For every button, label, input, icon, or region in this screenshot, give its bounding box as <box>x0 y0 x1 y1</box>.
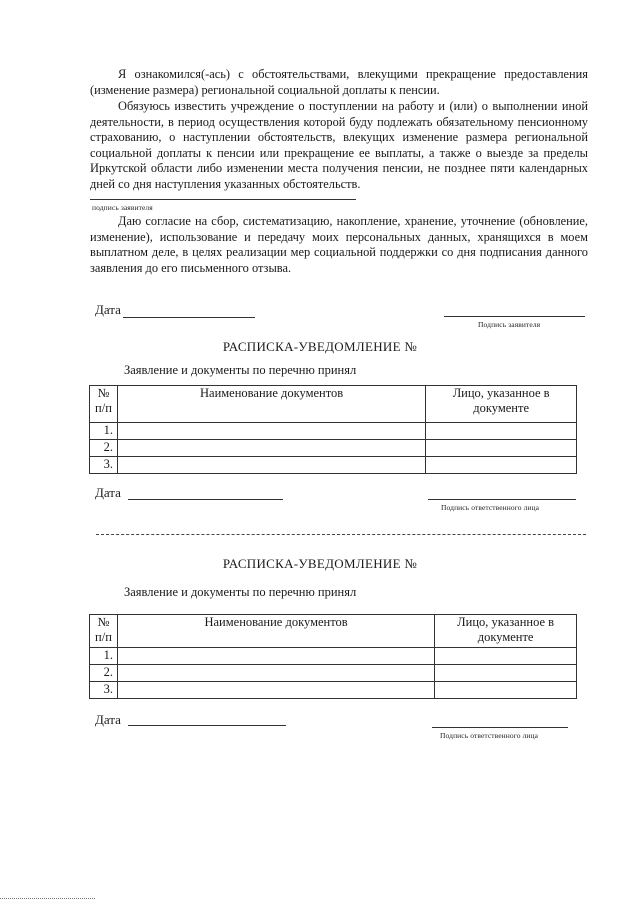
table-row <box>90 665 577 682</box>
person-cell[interactable] <box>435 682 577 699</box>
footnote-line <box>0 898 95 899</box>
document-name-cell[interactable] <box>117 682 434 699</box>
table-row <box>90 682 577 699</box>
documents-table <box>89 614 577 699</box>
table-row <box>90 423 577 440</box>
responsible-signature-field[interactable] <box>428 499 576 500</box>
person-cell[interactable] <box>435 648 577 665</box>
row-number: 2. <box>90 665 118 682</box>
row-number: 1. <box>90 423 118 440</box>
responsible-signature-label: Подпись ответственного лица <box>440 731 539 740</box>
order-abbr: п/п <box>95 401 112 415</box>
document-name-cell[interactable] <box>117 423 425 440</box>
cut-line <box>96 534 586 535</box>
date-field[interactable] <box>128 499 283 500</box>
document-name-cell[interactable] <box>117 457 425 474</box>
column-header-number <box>90 386 118 423</box>
number-sign: № <box>97 615 110 629</box>
documents-table <box>89 385 577 474</box>
acknowledgement-paragraph: Я ознакомился(-ась) с обстоятельствами, влекущими прекращение предоставления (изменение размера) региональной социальной доплаты к пенсии. <box>90 67 588 97</box>
column-header-number <box>90 615 118 648</box>
applicant-signature-caption: подпись заявителя <box>92 203 153 212</box>
document-name-cell[interactable] <box>117 665 434 682</box>
accepted-text: Заявление и документы по перечню принял <box>124 585 357 599</box>
number-sign: № <box>97 386 110 400</box>
document-name-cell[interactable] <box>117 440 425 457</box>
document-name-cell[interactable] <box>117 648 434 665</box>
table-row <box>90 648 577 665</box>
receipt-title: РАСПИСКА-УВЕДОМЛЕНИЕ № <box>222 556 418 571</box>
applicant-signature-label: Подпись заявителя <box>478 320 541 329</box>
table-row <box>90 440 577 457</box>
table-row <box>90 457 577 474</box>
person-cell[interactable] <box>435 665 577 682</box>
column-header-document-name: Наименование документов <box>117 386 425 423</box>
applicant-signature-line[interactable] <box>90 199 356 200</box>
date-field[interactable] <box>128 725 286 726</box>
date-label: Дата <box>95 485 121 500</box>
responsible-signature-label: Подпись ответственного лица <box>441 503 540 512</box>
applicant-signature-field[interactable] <box>444 316 585 317</box>
date-label: Дата <box>95 302 121 317</box>
responsible-signature-field[interactable] <box>432 727 568 728</box>
receipt-title: РАСПИСКА-УВЕДОМЛЕНИЕ № <box>222 339 418 354</box>
row-number: 3. <box>90 682 118 699</box>
column-header-document-name: Наименование документов <box>117 615 434 648</box>
accepted-text: Заявление и документы по перечню принял <box>124 363 357 377</box>
date-field[interactable] <box>123 317 255 318</box>
person-cell[interactable] <box>426 423 577 440</box>
person-cell[interactable] <box>426 457 577 474</box>
table-header-row <box>90 386 577 423</box>
row-number: 1. <box>90 648 118 665</box>
column-header-person: Лицо, указанное в документе <box>435 615 577 648</box>
date-label: Дата <box>95 712 121 727</box>
row-number: 2. <box>90 440 118 457</box>
consent-paragraph: Даю согласие на сбор, систематизацию, накопление, хранение, уточнение (обновление, изменение), использование и передачу моих персональных данных, хранящихся в моем выплатном деле, в целях реализации мер социальной поддержки со дня подписания данного заявления до его письменного отзыва. <box>90 214 588 275</box>
table-header-row <box>90 615 577 648</box>
obligation-paragraph: Обязуюсь известить учреждение о поступлении на работу и (или) о выполнении иной деятельности, в период осуществления которой буду подлежать обязательному пенсионному страхованию, о наступлении обстоятельств, влекущих изменение размера региональной социальной доплаты к пенсии или прекращение ее выплаты, а также о выезде за пределы Иркутской области либо изменении места получения пенсии, не позднее пяти календарных дней со дня наступления указанных обстоятельств. <box>90 99 588 191</box>
column-header-person: Лицо, указанное в документе <box>426 386 577 423</box>
row-number: 3. <box>90 457 118 474</box>
order-abbr: п/п <box>95 630 112 644</box>
person-cell[interactable] <box>426 440 577 457</box>
